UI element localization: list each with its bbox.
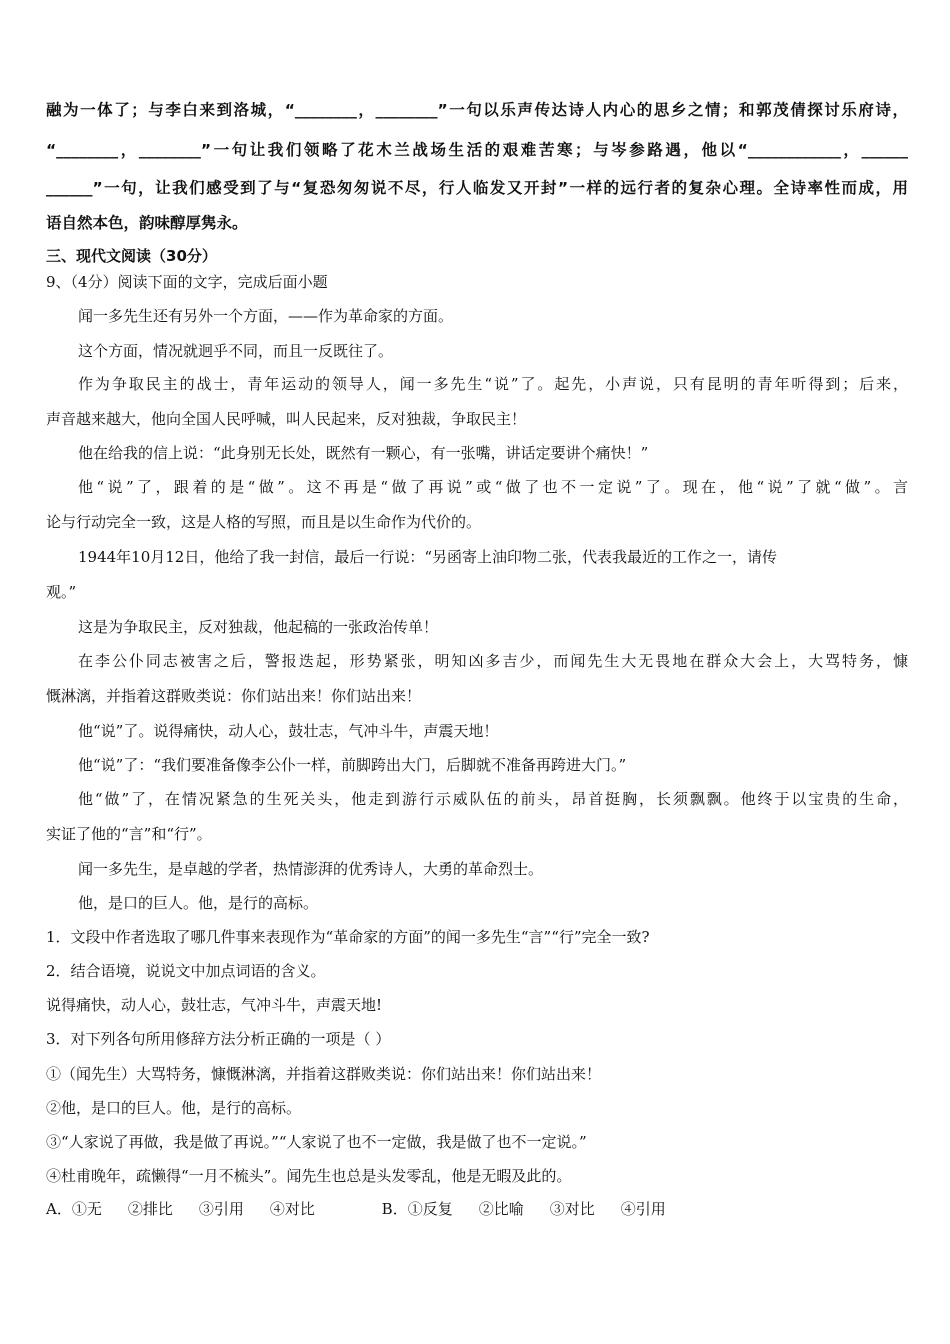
sentence-2: ②他，是口的巨人。他，是行的高标。 (46, 1099, 302, 1117)
sub-question-1: 1．文段中作者选取了哪几件事来表现作为“革命家的方面”的闻一多先生“言”“行”完全一致? (46, 928, 650, 946)
passage-line: 他“说”了。说得痛快，动人心，鼓壮志，气冲斗牛，声震天地！ (78, 722, 499, 740)
intro-line-3: ______”一句，让我们感受到了与“复恐匆匆说不尽，行人临发又开封”一样的远行者的复杂心理。全诗率性而成，用 (46, 179, 908, 197)
passage-line: 作为争取民主的战士，青年运动的领导人，闻一多先生“说”了。起先，小声说，只有昆明的青年听得到；后来， (78, 375, 908, 393)
passage-line: 闻一多先生，是卓越的学者，热情澎湃的优秀诗人，大勇的革命烈士。 (78, 860, 544, 878)
passage-line: 这个方面，情况就迥乎不同，而且一反既往了。 (78, 342, 394, 360)
sub-question-3: 3．对下列各句所用修辞方法分析正确的一项是（ ） (46, 1030, 391, 1048)
sentence-1: ①（闻先生）大骂特务，慷慨淋漓，并指着这群败类说：你们站出来！你们站出来！ (46, 1065, 602, 1083)
option-b-part: ③对比 (549, 1200, 595, 1218)
passage-line: 声音越来越大，他向全国人民呼喊，叫人民起来，反对独裁，争取民主！ (46, 410, 527, 428)
passage-line: 他“说”了：“我们要准备像李公仆一样，前脚跨出大门，后脚就不准备再跨进大门。” (78, 756, 627, 774)
passage-line: 实证了他的“言”和“行”。 (46, 825, 212, 843)
sentence-3: ③“人家说了再做，我是做了再说。”“人家说了也不一定做，我是做了也不一定说。” (46, 1133, 587, 1151)
answer-options (46, 1199, 718, 1219)
sub-question-2: 2．结合语境，说说文中加点词语的含义。 (46, 962, 326, 980)
option-a-part: ③引用 (198, 1200, 244, 1218)
intro-line-4: 语自然本色，韵味醇厚隽永。 (46, 214, 248, 232)
passage-line: 观。” (46, 583, 77, 601)
passage-line: 他“做”了，在情况紧急的生死关头，他走到游行示威队伍的前头，昂首挺胸，长须飘飘。他终于以宝贵的生命， (78, 790, 908, 808)
passage-line: 在李公仆同志被害之后，警报迭起，形势紧张，明知凶多吉少，而闻先生大无畏地在群众大会上，大骂特务，慷 (78, 652, 908, 670)
section-title: 三、现代文阅读（30分） (46, 247, 217, 265)
option-a[interactable] (46, 1200, 346, 1218)
option-b[interactable] (382, 1200, 692, 1218)
passage-line: 闻一多先生还有另外一个方面，——作为革命家的方面。 (78, 307, 454, 325)
question-9-header: 9、（4分）阅读下面的文字，完成后面小题 (46, 273, 328, 291)
passage-line: 他，是口的巨人。他，是行的高标。 (78, 894, 319, 912)
option-a-part: ④对比 (269, 1200, 315, 1218)
passage-line: 1944年10月12日，他给了我一封信，最后一行说：“另函寄上油印物二张，代表我最近的工作之一，请传 (78, 548, 778, 566)
passage-line: 他在给我的信上说：“此身别无长处，既然有一颗心，有一张嘴，讲话定要讲个痛快！” (78, 444, 649, 462)
option-a-label: A．①无 (46, 1200, 102, 1218)
option-b-part: ②比喻 (478, 1200, 524, 1218)
intro-line-2: “________，________”一句让我们领略了花木兰战场生活的艰难苦寒；与岑参路遇，他以“____________，______ (46, 141, 908, 159)
option-b-part: ④引用 (620, 1200, 666, 1218)
sentence-4: ④杜甫晚年，疏懒得“一月不梳头”。闻先生也总是头发零乱，他是无暇及此的。 (46, 1167, 572, 1185)
passage-line: 这是为争取民主，反对独裁，他起稿的一张政治传单！ (78, 618, 439, 636)
quoted-sentence: 说得痛快，动人心，鼓壮志，气冲斗牛，声震天地! (46, 996, 383, 1014)
passage-line: 慨淋漓，并指着这群败类说：你们站出来！你们站出来！ (46, 687, 422, 705)
passage-line: 论与行动完全一致，这是人格的写照，而且是以生命作为代价的。 (46, 513, 482, 531)
option-b-label: B．①反复 (381, 1200, 453, 1218)
passage-line: 他“说”了，跟着的是“做”。这不再是“做了再说”或“做了也不一定说”了。现在，他“说”了就“做”。言 (78, 478, 908, 496)
option-a-part: ②排比 (127, 1200, 173, 1218)
intro-line-1: 融为一体了；与李白来到洛城，“________，________”一句以乐声传达诗人内心的思乡之情；和郭茂倩探讨乐府诗， (46, 101, 908, 119)
